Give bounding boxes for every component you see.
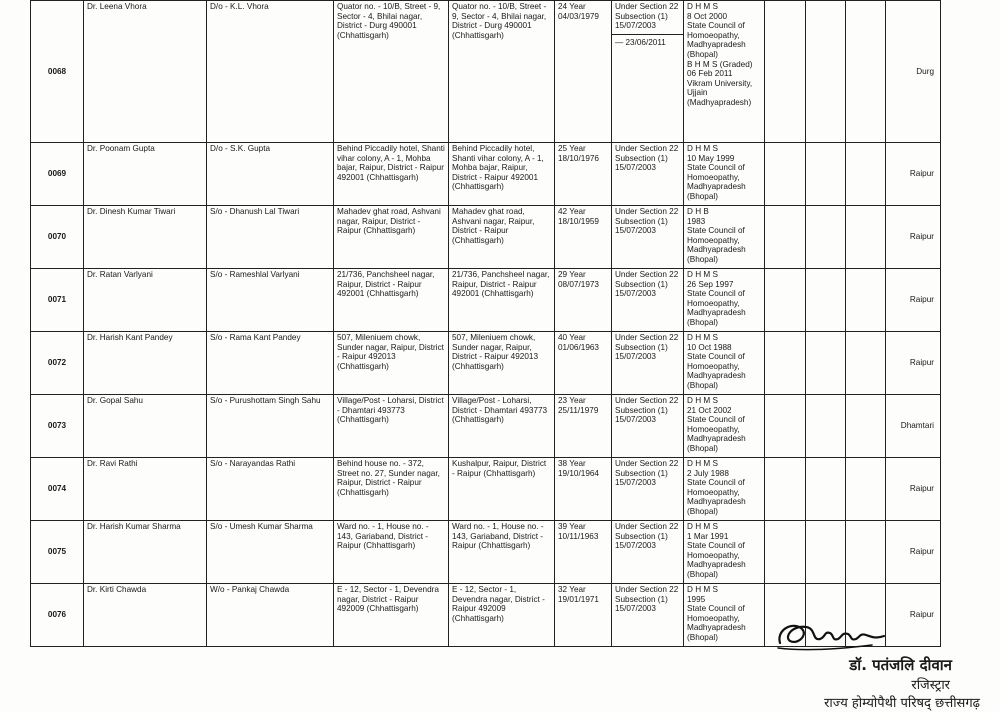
register-sheet: [30, 0, 941, 647]
doctor-name-cell: [84, 458, 207, 521]
empty-cell: [846, 269, 886, 332]
empty-cell: [765, 332, 806, 395]
serial-number-text: 0069: [47, 169, 67, 179]
permanent-address-cell: [334, 395, 449, 458]
doctor-name-cell: [84, 1, 207, 143]
serial-number-text: 0075: [47, 547, 67, 557]
district-cell: [886, 143, 941, 206]
empty-cell: [846, 1, 886, 143]
permanent-address-cell: [334, 206, 449, 269]
permanent-address-text: Quator no. - 10/B, Street - 9, Sector - 4, Bhilai nagar, District - Durg 490001 (Chhattisgarh): [337, 2, 441, 40]
present-address-cell: [449, 143, 555, 206]
age-dob-cell: [555, 206, 612, 269]
empty-cell: [846, 206, 886, 269]
age-dob-text: 25 Year 18/10/1976: [558, 144, 599, 163]
doctor-name-cell: [84, 269, 207, 332]
table-row: [31, 269, 941, 332]
district-cell: [886, 1, 941, 143]
permanent-address-text: Behind Piccadily hotel, Shanti vihar colony, A - 1, Mohba bajar, Raipur, District - Raipur 492001 (Chhattisgarh): [337, 144, 445, 182]
district-cell: [886, 521, 941, 584]
relation-cell: [207, 1, 334, 143]
doctor-name-text: Dr. Kirti Chawda: [87, 585, 147, 594]
age-dob-cell: [555, 584, 612, 647]
district-text: Raipur: [909, 484, 934, 494]
empty-cell: [765, 458, 806, 521]
table-row: [31, 458, 941, 521]
serial-number-text: 0072: [47, 358, 67, 368]
registration-section-text: Under Section 22 Subsection (1) 15/07/2003: [615, 270, 679, 299]
empty-cell: [806, 269, 846, 332]
empty-cell: [765, 395, 806, 458]
district-text: Raipur: [909, 358, 934, 368]
age-dob-text: 40 Year 01/06/1963: [558, 333, 599, 352]
table-row: [31, 143, 941, 206]
district-cell: [886, 395, 941, 458]
relation-cell: [207, 332, 334, 395]
relation-cell: [207, 458, 334, 521]
empty-cell: [846, 332, 886, 395]
qualification-text: D H M S 26 Sep 1997 State Council of Homoeopathy, Madhyapradesh (Bhopal): [687, 270, 746, 327]
registration-section-text: Under Section 22 Subsection (1) 15/07/2003: [615, 396, 679, 425]
present-address-text: Quator no. - 10/B, Street - 9, Sector - 4, Bhilai nagar, District - Durg 490001 (Chhattisgarh): [452, 2, 547, 40]
qualification-cell: [684, 269, 765, 332]
empty-cell: [765, 1, 806, 143]
doctor-name-cell: [84, 143, 207, 206]
doctor-name-text: Dr. Harish Kumar Sharma: [87, 522, 181, 531]
table-row: [31, 1, 941, 143]
relation-text: D/o - S.K. Gupta: [210, 144, 271, 153]
present-address-cell: [449, 458, 555, 521]
table-row: [31, 395, 941, 458]
registration-section-text: Under Section 22 Subsection (1) 15/07/2003: [615, 2, 679, 31]
registration-section-cell: [612, 521, 684, 584]
registration-section-text: Under Section 22 Subsection (1) 15/07/2003: [615, 522, 679, 551]
present-address-text: 21/736, Panchsheel nagar, Raipur, District - Raipur 492001 (Chhattisgarh): [452, 270, 550, 299]
district-text: Dhamtari: [900, 421, 934, 431]
permanent-address-cell: [334, 458, 449, 521]
qualification-text: D H M S 1 Mar 1991 State Council of Homoeopathy, Madhyapradesh (Bhopal): [687, 522, 746, 579]
doctor-name-cell: [84, 332, 207, 395]
permanent-address-text: Behind house no. - 372, Street no. 27, Sunder nagar, Raipur, District - Raipur (Chhattisgarh): [337, 459, 440, 497]
empty-cell: [846, 458, 886, 521]
present-address-cell: [449, 521, 555, 584]
doctor-name-text: Dr. Leena Vhora: [87, 2, 147, 11]
present-address-text: E - 12, Sector - 1, Devendra nagar, District - Raipur 492009 (Chhattisgarh): [452, 585, 545, 623]
qualification-cell: [684, 1, 765, 143]
age-dob-cell: [555, 269, 612, 332]
permanent-address-cell: [334, 143, 449, 206]
permanent-address-text: Ward no. - 1, House no. - 143, Gariaband, District - Raipur (Chhattisgarh): [337, 522, 429, 551]
district-cell: [886, 458, 941, 521]
age-dob-cell: [555, 143, 612, 206]
district-text: Raipur: [909, 169, 934, 179]
relation-text: D/o - K.L. Vhora: [210, 2, 269, 11]
relation-text: S/o - Purushottam Singh Sahu: [210, 396, 321, 405]
present-address-cell: [449, 584, 555, 647]
doctor-name-text: Dr. Gopal Sahu: [87, 396, 143, 405]
relation-cell: [207, 395, 334, 458]
serial-number-text: 0071: [47, 295, 67, 305]
registration-section-cell: [612, 458, 684, 521]
qualification-cell: [684, 458, 765, 521]
age-dob-cell: [555, 458, 612, 521]
district-text: Raipur: [909, 547, 934, 557]
age-dob-text: 32 Year 19/01/1971: [558, 585, 599, 604]
relation-cell: [207, 521, 334, 584]
doctor-name-cell: [84, 395, 207, 458]
empty-cell: [846, 521, 886, 584]
present-address-text: Village/Post - Loharsi, District - Dhamtari 493773 (Chhattisgarh): [452, 396, 548, 425]
present-address-cell: [449, 1, 555, 143]
empty-cell: [765, 206, 806, 269]
relation-cell: [207, 143, 334, 206]
registration-section-cell: [612, 395, 684, 458]
registration-section-cell: [612, 332, 684, 395]
table-row: [31, 206, 941, 269]
registration-section-text: Under Section 22 Subsection (1) 15/07/2003: [615, 144, 679, 173]
qualification-text: D H M S 1995 State Council of Homoeopathy, Madhyapradesh (Bhopal): [687, 585, 746, 642]
registration-section-cell: [612, 143, 684, 206]
registrar-name: डॉ. पतंजलि दीवान: [849, 656, 952, 674]
registration-section-cell: [612, 269, 684, 332]
empty-cell: [806, 143, 846, 206]
serial-number-text: 0070: [47, 232, 67, 242]
district-text: Raipur: [909, 610, 934, 620]
registration-expiry-text: — 23/06/2011: [612, 34, 683, 48]
empty-cell: [806, 458, 846, 521]
serial-number-text: 0076: [47, 610, 67, 620]
registration-section-text: Under Section 22 Subsection (1) 15/07/2003: [615, 459, 679, 488]
qualification-cell: [684, 332, 765, 395]
relation-text: W/o - Pankaj Chawda: [210, 585, 290, 594]
qualification-cell: [684, 584, 765, 647]
relation-cell: [207, 269, 334, 332]
signature-mark: [772, 615, 892, 655]
empty-cell: [765, 269, 806, 332]
relation-text: S/o - Dhanush Lal Tiwari: [210, 207, 300, 216]
registrar-designation: रजिस्ट्रार: [911, 678, 950, 693]
registration-section-cell: [612, 584, 684, 647]
doctor-name-text: Dr. Harish Kant Pandey: [87, 333, 173, 342]
doctor-name-text: Dr. Ratan Varlyani: [87, 270, 153, 279]
empty-cell: [806, 395, 846, 458]
doctor-name-cell: [84, 521, 207, 584]
empty-cell: [846, 143, 886, 206]
serial-number-text: 0073: [47, 421, 67, 431]
district-cell: [886, 269, 941, 332]
empty-cell: [806, 1, 846, 143]
registration-section-text: Under Section 22 Subsection (1) 15/07/2003: [615, 333, 679, 362]
permanent-address-cell: [334, 332, 449, 395]
registration-section-cell: [612, 1, 684, 143]
serial-number-cell: [31, 269, 84, 332]
district-text: Raipur: [909, 232, 934, 242]
serial-number-cell: [31, 458, 84, 521]
district-cell: [886, 206, 941, 269]
qualification-cell: [684, 395, 765, 458]
table-row: [31, 332, 941, 395]
registration-section-text: Under Section 22 Subsection (1) 15/07/2003: [615, 207, 679, 236]
serial-number-text: 0074: [47, 484, 67, 494]
present-address-cell: [449, 206, 555, 269]
relation-text: S/o - Narayandas Rathi: [210, 459, 296, 468]
registration-section-text: Under Section 22 Subsection (1) 15/07/2003: [615, 585, 679, 614]
age-dob-text: 39 Year 10/11/1963: [558, 522, 599, 541]
present-address-text: Ward no. - 1, House no. - 143, Gariaband, District - Raipur (Chhattisgarh): [452, 522, 544, 551]
serial-number-cell: [31, 584, 84, 647]
permanent-address-cell: [334, 269, 449, 332]
empty-cell: [765, 143, 806, 206]
relation-cell: [207, 206, 334, 269]
present-address-cell: [449, 269, 555, 332]
district-text: Raipur: [909, 295, 934, 305]
present-address-cell: [449, 395, 555, 458]
empty-cell: [806, 332, 846, 395]
qualification-cell: [684, 206, 765, 269]
relation-text: S/o - Rameshlal Varlyani: [210, 270, 300, 279]
present-address-text: Mahadev ghat road, Ashvani nagar, Raipur, District - Raipur (Chhattisgarh): [452, 207, 535, 245]
present-address-text: Behind Piccadily hotel, Shanti vihar colony, A - 1, Mohba bajar, Raipur, District - Raipur 492001 (Chhattisgarh): [452, 144, 544, 192]
doctor-name-cell: [84, 584, 207, 647]
permanent-address-cell: [334, 521, 449, 584]
register-table: [30, 0, 941, 647]
qualification-cell: [684, 521, 765, 584]
qualification-text: D H B 1983 State Council of Homoeopathy, Madhyapradesh (Bhopal): [687, 207, 746, 264]
age-dob-text: 24 Year 04/03/1979: [558, 2, 599, 21]
registration-section-cell: [612, 206, 684, 269]
age-dob-cell: [555, 521, 612, 584]
age-dob-cell: [555, 1, 612, 143]
permanent-address-text: 507, Mileniuem chowk, Sunder nagar, Raipur, District - Raipur 492013 (Chhattisgarh): [337, 333, 444, 371]
registrar-organisation: राज्य होम्योपैथी परिषद् छत्तीसगढ़: [824, 696, 980, 711]
serial-number-cell: [31, 395, 84, 458]
age-dob-cell: [555, 395, 612, 458]
district-cell: [886, 332, 941, 395]
serial-number-cell: [31, 332, 84, 395]
table-row: [31, 521, 941, 584]
qualification-text: D H M S 2 July 1988 State Council of Homoeopathy, Madhyapradesh (Bhopal): [687, 459, 746, 516]
qualification-text: D H M S 8 Oct 2000 State Council of Homoeopathy, Madhyapradesh (Bhopal) B H M S (Graded) 06 Feb 2011 Vikram University, Ujjain (Madhyapradesh): [687, 2, 753, 107]
present-address-text: 507, Mileniuem chowk, Sunder nagar, Raipur, District - Raipur 492013 (Chhattisgarh): [452, 333, 539, 371]
qualification-text: D H M S 21 Oct 2002 State Council of Homoeopathy, Madhyapradesh (Bhopal): [687, 396, 746, 453]
empty-cell: [806, 521, 846, 584]
age-dob-text: 38 Year 19/10/1964: [558, 459, 599, 478]
serial-number-cell: [31, 521, 84, 584]
age-dob-cell: [555, 332, 612, 395]
doctor-name-text: Dr. Dinesh Kumar Tiwari: [87, 207, 176, 216]
permanent-address-text: E - 12, Sector - 1, Devendra nagar, District - Raipur 492009 (Chhattisgarh): [337, 585, 439, 614]
qualification-text: D H M S 10 May 1999 State Council of Homoeopathy, Madhyapradesh (Bhopal): [687, 144, 746, 201]
permanent-address-text: Village/Post - Loharsi, District - Dhamtari 493773 (Chhattisgarh): [337, 396, 444, 425]
permanent-address-text: 21/736, Panchsheel nagar, Raipur, District - Raipur 492001 (Chhattisgarh): [337, 270, 435, 299]
permanent-address-text: Mahadev ghat road, Ashvani nagar, Raipur, District - Raipur (Chhattisgarh): [337, 207, 441, 236]
relation-text: S/o - Umesh Kumar Sharma: [210, 522, 313, 531]
empty-cell: [846, 395, 886, 458]
relation-text: S/o - Rama Kant Pandey: [210, 333, 301, 342]
doctor-name-text: Dr. Poonam Gupta: [87, 144, 155, 153]
registrar-stamp: [760, 615, 980, 712]
serial-number-cell: [31, 206, 84, 269]
relation-cell: [207, 584, 334, 647]
age-dob-text: 23 Year 25/11/1979: [558, 396, 599, 415]
serial-number-cell: [31, 1, 84, 143]
doctor-name-text: Dr. Ravi Rathi: [87, 459, 138, 468]
district-text: Durg: [916, 66, 934, 76]
permanent-address-cell: [334, 584, 449, 647]
serial-number-text: 0068: [47, 66, 67, 76]
empty-cell: [765, 521, 806, 584]
doctor-name-cell: [84, 206, 207, 269]
age-dob-text: 42 Year 18/10/1959: [558, 207, 599, 226]
empty-cell: [806, 206, 846, 269]
present-address-cell: [449, 332, 555, 395]
age-dob-text: 29 Year 08/07/1973: [558, 270, 599, 289]
qualification-text: D H M S 10 Oct 1988 State Council of Homoeopathy, Madhyapradesh (Bhopal): [687, 333, 746, 390]
qualification-cell: [684, 143, 765, 206]
serial-number-cell: [31, 143, 84, 206]
present-address-text: Kushalpur, Raipur, District - Raipur (Chhattisgarh): [452, 459, 547, 478]
permanent-address-cell: [334, 1, 449, 143]
